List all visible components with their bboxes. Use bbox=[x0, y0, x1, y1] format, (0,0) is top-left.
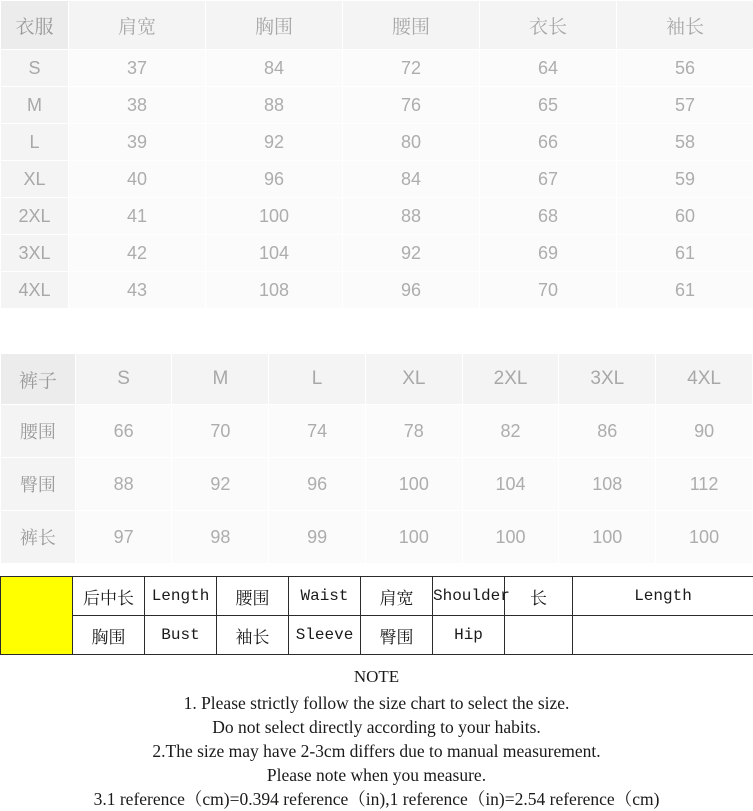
bottoms-row-label-hip: 臀围 bbox=[1, 458, 76, 511]
table-row bbox=[1, 511, 753, 564]
tops-row-size-s: S bbox=[1, 50, 69, 87]
tops-cell: 40 bbox=[69, 161, 206, 198]
bottoms-cell: 78 bbox=[365, 405, 462, 458]
tops-cell: 64 bbox=[480, 50, 617, 87]
tops-row-size-xl: XL bbox=[1, 161, 69, 198]
bottoms-size-table bbox=[0, 353, 753, 564]
tops-cell: 96 bbox=[343, 272, 480, 309]
tops-cell: 60 bbox=[617, 198, 753, 235]
bottoms-col-header-3xl: 3XL bbox=[559, 354, 656, 405]
tops-row-size-3xl: 3XL bbox=[1, 235, 69, 272]
table-row bbox=[1, 405, 753, 458]
legend-row bbox=[1, 616, 753, 655]
tops-row-size-m: M bbox=[1, 87, 69, 124]
tops-col-header-waist: 腰围 bbox=[343, 1, 480, 50]
table-row bbox=[1, 198, 753, 235]
bottoms-cell: 100 bbox=[559, 511, 656, 564]
bottoms-cell: 104 bbox=[462, 458, 559, 511]
legend-empty-cell bbox=[505, 616, 573, 655]
color-swatch bbox=[1, 577, 73, 655]
tops-corner-label: 衣服 bbox=[1, 1, 69, 50]
bottoms-col-header-2xl: 2XL bbox=[462, 354, 559, 405]
tops-row-size-l: L bbox=[1, 124, 69, 161]
legend-cn-bust: 胸围 bbox=[73, 616, 145, 655]
tops-cell: 69 bbox=[480, 235, 617, 272]
tops-cell: 39 bbox=[69, 124, 206, 161]
bottoms-col-header-4xl: 4XL bbox=[656, 354, 753, 405]
bottoms-cell: 90 bbox=[656, 405, 753, 458]
bottoms-cell: 100 bbox=[365, 458, 462, 511]
notes-title: NOTE bbox=[0, 665, 753, 689]
tops-cell: 96 bbox=[206, 161, 343, 198]
bottoms-cell: 96 bbox=[269, 458, 366, 511]
tops-cell: 70 bbox=[480, 272, 617, 309]
tops-cell: 38 bbox=[69, 87, 206, 124]
bottoms-cell: 100 bbox=[656, 511, 753, 564]
tops-row-size-4xl: 4XL bbox=[1, 272, 69, 309]
table-row bbox=[1, 458, 753, 511]
bottoms-cell: 82 bbox=[462, 405, 559, 458]
bottoms-col-header-l: L bbox=[269, 354, 366, 405]
tops-cell: 108 bbox=[206, 272, 343, 309]
tops-cell: 61 bbox=[617, 272, 753, 309]
bottoms-col-header-xl: XL bbox=[365, 354, 462, 405]
note-line-1: 1. Please strictly follow the size chart to select the size. bbox=[0, 691, 753, 715]
tops-cell: 56 bbox=[617, 50, 753, 87]
bottoms-cell: 99 bbox=[269, 511, 366, 564]
tops-cell: 92 bbox=[206, 124, 343, 161]
bottoms-cell: 88 bbox=[75, 458, 172, 511]
legend-en-bust: Bust bbox=[145, 616, 217, 655]
bottoms-cell: 98 bbox=[172, 511, 269, 564]
notes-section bbox=[0, 665, 753, 811]
note-line-4: Please note when you measure. bbox=[0, 763, 753, 787]
legend-en-length: Length bbox=[145, 577, 217, 616]
tops-cell: 41 bbox=[69, 198, 206, 235]
tops-cell: 88 bbox=[206, 87, 343, 124]
bottoms-cell: 112 bbox=[656, 458, 753, 511]
legend-cn-shoulder: 肩宽 bbox=[361, 577, 433, 616]
tops-cell: 92 bbox=[343, 235, 480, 272]
tops-col-header-sleeve: 袖长 bbox=[617, 1, 753, 50]
tops-col-header-length: 衣长 bbox=[480, 1, 617, 50]
legend-row bbox=[1, 577, 753, 616]
tops-cell: 61 bbox=[617, 235, 753, 272]
legend-en-shoulder: Shoulder bbox=[433, 577, 505, 616]
tops-cell: 37 bbox=[69, 50, 206, 87]
bottoms-cell: 97 bbox=[75, 511, 172, 564]
table-row bbox=[1, 161, 753, 198]
legend-en-length-2: Length bbox=[573, 577, 753, 616]
tops-cell: 43 bbox=[69, 272, 206, 309]
tops-cell: 84 bbox=[206, 50, 343, 87]
legend-cn-back-length: 后中长 bbox=[73, 577, 145, 616]
tops-cell: 67 bbox=[480, 161, 617, 198]
tops-cell: 76 bbox=[343, 87, 480, 124]
tops-cell: 68 bbox=[480, 198, 617, 235]
legend-cn-waist: 腰围 bbox=[217, 577, 289, 616]
tops-cell: 100 bbox=[206, 198, 343, 235]
legend-cn-hip: 臀围 bbox=[361, 616, 433, 655]
note-line-2: Do not select directly according to your habits. bbox=[0, 715, 753, 739]
table-row bbox=[1, 124, 753, 161]
tops-col-header-shoulder: 肩宽 bbox=[69, 1, 206, 50]
section-divider bbox=[0, 564, 753, 576]
tops-cell: 80 bbox=[343, 124, 480, 161]
table-row bbox=[1, 50, 753, 87]
legend-cn-length: 长 bbox=[505, 577, 573, 616]
legend-en-hip: Hip bbox=[433, 616, 505, 655]
table-row bbox=[1, 235, 753, 272]
legend-empty-cell bbox=[573, 616, 753, 655]
bottoms-corner-label: 裤子 bbox=[1, 354, 76, 405]
legend-en-waist: Waist bbox=[289, 577, 361, 616]
bottoms-cell: 74 bbox=[269, 405, 366, 458]
tops-cell: 59 bbox=[617, 161, 753, 198]
tops-row-size-2xl: 2XL bbox=[1, 198, 69, 235]
tops-size-table bbox=[0, 0, 753, 309]
bottoms-header-row bbox=[1, 354, 753, 405]
tops-col-header-bust: 胸围 bbox=[206, 1, 343, 50]
section-divider bbox=[0, 309, 753, 353]
note-line-3: 2.The size may have 2-3cm differs due to manual measurement. bbox=[0, 739, 753, 763]
bottoms-row-label-pants-length: 裤长 bbox=[1, 511, 76, 564]
tops-cell: 88 bbox=[343, 198, 480, 235]
bottoms-cell: 100 bbox=[462, 511, 559, 564]
tops-cell: 42 bbox=[69, 235, 206, 272]
bottoms-cell: 86 bbox=[559, 405, 656, 458]
bottoms-cell: 70 bbox=[172, 405, 269, 458]
bottoms-cell: 66 bbox=[75, 405, 172, 458]
tops-cell: 72 bbox=[343, 50, 480, 87]
tops-cell: 58 bbox=[617, 124, 753, 161]
legend-en-sleeve: Sleeve bbox=[289, 616, 361, 655]
tops-cell: 104 bbox=[206, 235, 343, 272]
tops-header-row bbox=[1, 1, 753, 50]
bottoms-row-label-waist: 腰围 bbox=[1, 405, 76, 458]
tops-cell: 57 bbox=[617, 87, 753, 124]
tops-cell: 65 bbox=[480, 87, 617, 124]
tops-cell: 84 bbox=[343, 161, 480, 198]
bottoms-col-header-s: S bbox=[75, 354, 172, 405]
bottoms-col-header-m: M bbox=[172, 354, 269, 405]
table-row bbox=[1, 272, 753, 309]
bottoms-cell: 108 bbox=[559, 458, 656, 511]
measurement-legend-table bbox=[0, 576, 753, 655]
note-line-5: 3.1 reference（cm)=0.394 reference（in),1 reference（in)=2.54 reference（cm) bbox=[0, 787, 753, 811]
legend-cn-sleeve: 袖长 bbox=[217, 616, 289, 655]
tops-cell: 66 bbox=[480, 124, 617, 161]
table-row bbox=[1, 87, 753, 124]
bottoms-cell: 100 bbox=[365, 511, 462, 564]
bottoms-cell: 92 bbox=[172, 458, 269, 511]
